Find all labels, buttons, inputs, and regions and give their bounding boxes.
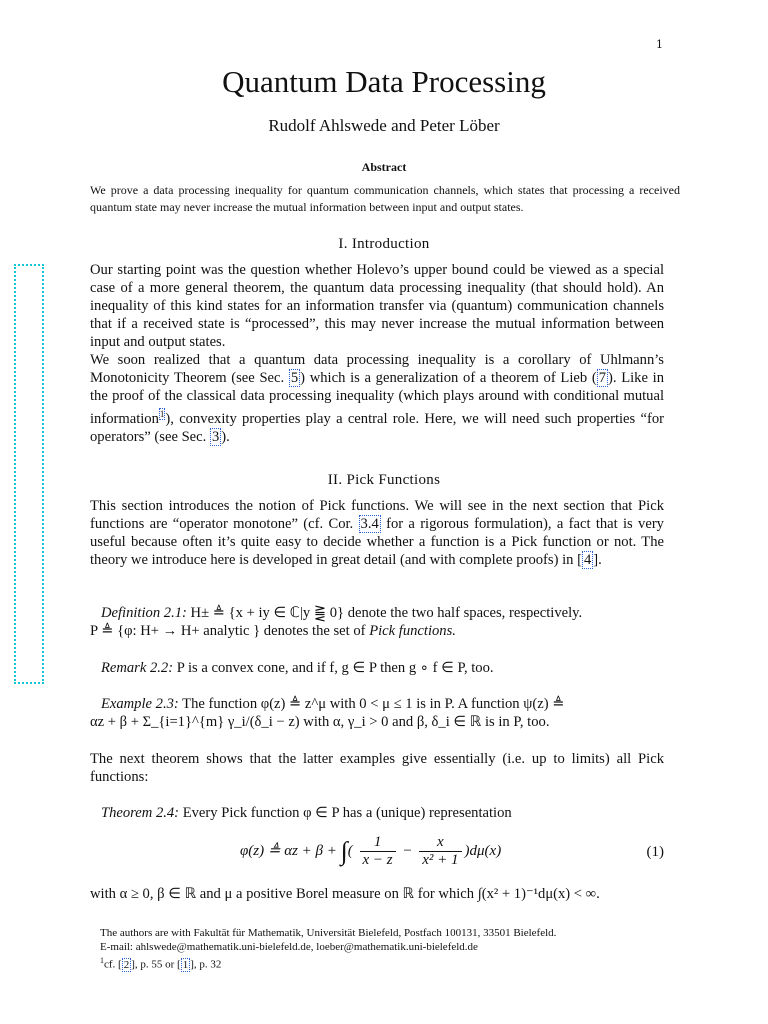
citation-link[interactable]: 4 bbox=[583, 552, 592, 568]
intro-paragraph-1: Our starting point was the question whether Holevo’s upper bound could be viewed as a special case of a more general theorem, the quantum data processing inequality (that should hold). An inequality of this kind states for an information transfer via (quantum) communication channels that if a received state is “processed”, this may never increase the mutual information between input and output states. bbox=[90, 262, 664, 350]
affiliation-note: The authors are with Fakultät für Mathematik, Universität Bielefeld, Postfach 100131, 33501 Bielefeld. bbox=[100, 927, 557, 939]
definition-label: Definition 2.1: bbox=[100, 605, 187, 621]
paper-title: Quantum Data Processing bbox=[222, 64, 546, 99]
remark-label: Remark 2.2: bbox=[100, 660, 174, 676]
abstract-text: We prove a data processing inequality for quantum communication channels, which states that processing a received quantum state may never increase the mutual information between input and output states. bbox=[90, 183, 680, 214]
footnote-1: $^1$cf. [ 2 ], p. 55 or [ 1 ], p. 32 bbox=[100, 956, 222, 971]
abstract-heading: Abstract bbox=[361, 160, 407, 174]
theorem-2-4: Theorem 2.4: Every Pick function φ ∈ P has a (unique) representation bbox=[100, 805, 512, 821]
section-heading-introduction: I. Introduction bbox=[338, 236, 430, 252]
pick-intro-paragraph: This section introduces the notion of Pick functions. We will see in the next section that Pick functions are “operator monotone” (cf. Cor. 3.4 for a rigorous formulation), a fact that is very useful because often it’s quite easy to decide whether a function is a Pick function or not. The theory we introduce here is developed in great detail (and with complete proofs) in [ 4 ]. bbox=[90, 498, 664, 568]
email-note: E-mail: ahlswede@mathematik.uni-bielefeld.de, loeber@mathematik.uni-bielefeld.de bbox=[100, 941, 478, 953]
paper-authors: Rudolf Ahlswede and Peter Löber bbox=[268, 116, 500, 135]
citation-link[interactable]: 7 bbox=[598, 370, 606, 386]
corollary-ref-link[interactable]: 3.4 bbox=[360, 516, 379, 532]
definition-2-1: Definition 2.1: H± ≜ {x + iy ∈ ℂ|y ⪌ 0} denote the two half spaces, respectively. P ≜ {φ: H+ → H+ analytic } denotes the set of Pick functions. bbox=[90, 605, 583, 639]
footnote-link[interactable]: 1 bbox=[159, 409, 165, 419]
example-label: Example 2.3: bbox=[100, 696, 179, 712]
section-heading-pick-functions: II. Pick Functions bbox=[327, 472, 441, 488]
remark-2-2: Remark 2.2: P is a convex cone, and if f, g ∈ P then g ∘ f ∈ P, too. bbox=[100, 660, 494, 676]
equation-body: φ(z) ≜ αz + β + ∫( $\frac{1}{x - z}$ − $\frac{x}{\text{x² + 1}}$ )dμ(x) bbox=[240, 834, 502, 868]
introduction-body bbox=[90, 261, 664, 446]
theorem-label: Theorem 2.4: bbox=[100, 805, 180, 821]
equation-number: (1) bbox=[646, 844, 664, 860]
equation-1 bbox=[90, 830, 664, 874]
page-footer bbox=[100, 926, 680, 972]
section-ref-link[interactable]: 3 bbox=[211, 428, 220, 445]
integral-sign: ∫ bbox=[340, 836, 348, 866]
citation-link[interactable]: 2 bbox=[123, 958, 130, 971]
next-theorem-paragraph: The next theorem shows that the latter examples give essentially (i.e. up to limits) all Pick functions: bbox=[90, 751, 664, 785]
fraction-1: $\frac{1}{x - z}$ bbox=[360, 834, 396, 869]
page-number: 1 bbox=[656, 38, 663, 51]
example-2-3: Example 2.3: The function φ(z) ≜ z^μ with 0 < μ ≤ 1 is in P. A function ψ(z) ≜ αz + β + Σ_{i=1}^{m} γ_i/(δ_i − z) with α, γ_i > 0 and β, δ_i ∈ ℝ is in P, too. bbox=[90, 696, 565, 730]
intro-paragraph-2: We soon realized that a quantum data processing inequality is a corollary of Uhlmann’s Monotonicity Theorem (see Sec. 5 ) which is a generalization of a theorem of Lieb ( 7 ). Like in the proof of the classical data processing inequality (which plays around with conditional mutual information$^1$), convexity properties play a central role. Here, we will need such properties “for operators” (see Sec. 3 ). bbox=[90, 352, 664, 445]
section-ref-link[interactable]: 5 bbox=[290, 370, 299, 386]
fraction-2: $\frac{x}{\text{x² + 1}}$ bbox=[419, 834, 461, 869]
citation-link[interactable]: 1 bbox=[182, 958, 189, 971]
after-equation-text: with α ≥ 0, β ∈ ℝ and μ a positive Borel measure on ℝ for which ∫(x² + 1)⁻¹dμ(x) < ∞. bbox=[90, 886, 600, 902]
